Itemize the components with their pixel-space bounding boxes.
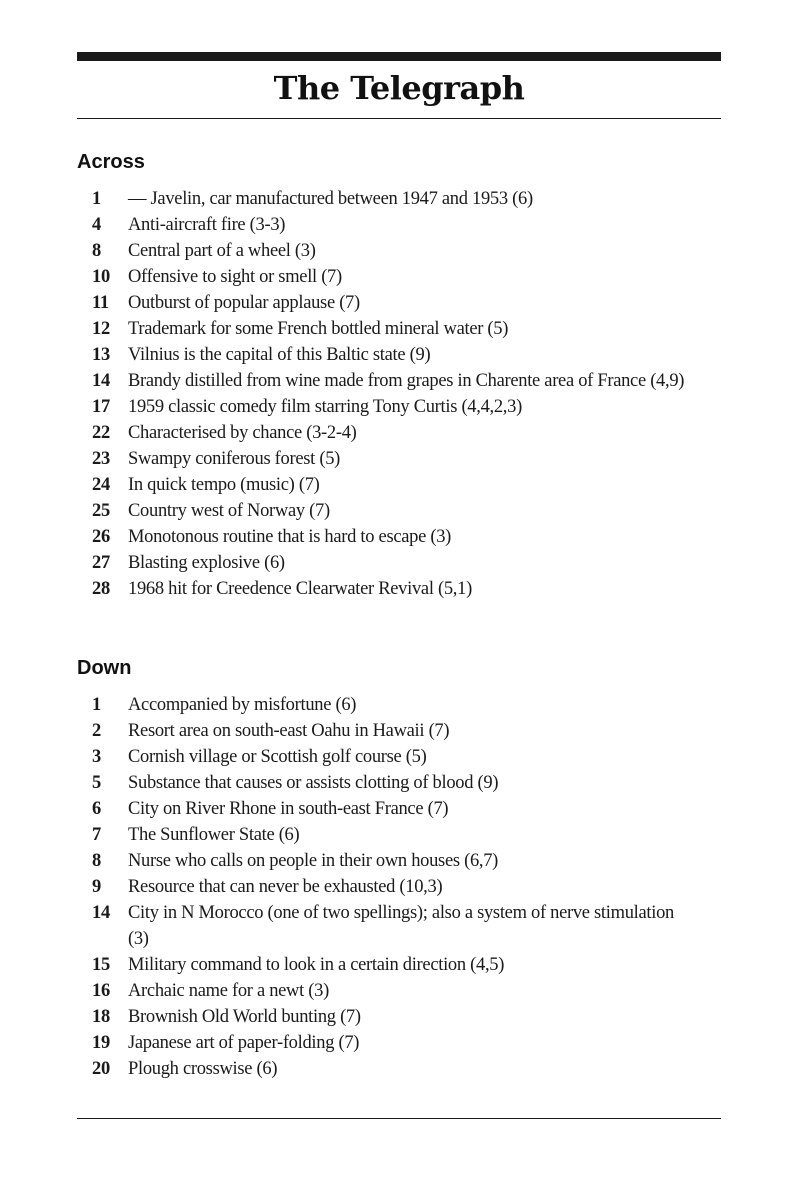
clue-text: Substance that causes or assists clotting of blood (9) xyxy=(128,773,499,793)
clue-item xyxy=(77,498,721,524)
clue-item xyxy=(77,1056,721,1082)
clue-number: 2 xyxy=(92,721,101,741)
clue-item xyxy=(77,446,721,472)
clue-number: 27 xyxy=(92,553,110,573)
clue-number: 24 xyxy=(92,475,110,495)
clue-text: Brownish Old World bunting (7) xyxy=(128,1007,361,1027)
clue-number: 22 xyxy=(92,423,110,443)
clue-text: Resort area on south-east Oahu in Hawaii (7) xyxy=(128,721,450,741)
clue-text: Swampy coniferous forest (5) xyxy=(128,449,341,469)
clue-item xyxy=(77,472,721,498)
clue-item xyxy=(77,822,721,848)
clue-text: 1968 hit for Creedence Clearwater Revival (5,1) xyxy=(128,579,472,599)
clue-item xyxy=(77,316,721,342)
clue-number: 25 xyxy=(92,501,110,521)
clue-item xyxy=(77,796,721,822)
clue-number: 8 xyxy=(92,241,101,261)
clue-text: The Sunflower State (6) xyxy=(128,825,300,845)
clue-number: 18 xyxy=(92,1007,110,1027)
clue-item xyxy=(77,692,721,718)
clue-number: 14 xyxy=(92,903,110,923)
clue-item xyxy=(77,524,721,550)
clue-text: Resource that can never be exhausted (10,3) xyxy=(128,877,443,897)
clue-text: Accompanied by misfortune (6) xyxy=(128,695,357,715)
clue-item xyxy=(77,848,721,874)
clue-item xyxy=(77,900,721,952)
clue-text: Outburst of popular applause (7) xyxy=(128,293,360,313)
down-clue-list xyxy=(77,692,721,1082)
clue-text: Archaic name for a newt (3) xyxy=(128,981,329,1001)
clue-text: Brandy distilled from wine made from grapes in Charente area of France (4,9) xyxy=(128,371,685,391)
clue-number: 12 xyxy=(92,319,110,339)
clue-text: Anti-aircraft fire (3-3) xyxy=(128,215,286,235)
bottom-divider xyxy=(77,1118,721,1119)
across-clue-list xyxy=(77,186,721,602)
masthead-title: The Telegraph xyxy=(273,69,525,107)
clue-number: 10 xyxy=(92,267,110,287)
clue-text: Plough crosswise (6) xyxy=(128,1059,278,1079)
clue-text: In quick tempo (music) (7) xyxy=(128,475,320,495)
clue-item xyxy=(77,1030,721,1056)
clue-number: 4 xyxy=(92,215,101,235)
clue-number: 11 xyxy=(92,293,109,313)
clue-item xyxy=(77,290,721,316)
clue-text: Trademark for some French bottled mineral water (5) xyxy=(128,319,509,339)
clue-item xyxy=(77,952,721,978)
clue-item xyxy=(77,368,721,394)
clue-text: Blasting explosive (6) xyxy=(128,553,285,573)
clue-text: Military command to look in a certain direction (4,5) xyxy=(128,955,505,975)
clue-number: 19 xyxy=(92,1033,110,1053)
clue-item xyxy=(77,770,721,796)
clue-item xyxy=(77,978,721,1004)
clue-item xyxy=(77,394,721,420)
clue-text: — Javelin, car manufactured between 1947 and 1953 (6) xyxy=(128,189,533,209)
clue-item xyxy=(77,718,721,744)
clue-text: City on River Rhone in south-east France (7) xyxy=(128,799,449,819)
clue-text: Vilnius is the capital of this Baltic state (9) xyxy=(128,345,431,365)
clue-item xyxy=(77,744,721,770)
clue-number: 5 xyxy=(92,773,101,793)
clue-number: 13 xyxy=(92,345,110,365)
clue-number: 23 xyxy=(92,449,110,469)
clue-text: Nurse who calls on people in their own houses (6,7) xyxy=(128,851,499,871)
clue-number: 16 xyxy=(92,981,110,1001)
clue-number: 1 xyxy=(92,695,101,715)
clue-item xyxy=(77,1004,721,1030)
clue-text: Offensive to sight or smell (7) xyxy=(128,267,342,287)
clue-number: 15 xyxy=(92,955,110,975)
clue-text: Cornish village or Scottish golf course (5) xyxy=(128,747,427,767)
clue-number: 17 xyxy=(92,397,110,417)
clue-number: 14 xyxy=(92,371,110,391)
clue-text: Monotonous routine that is hard to escape (3) xyxy=(128,527,452,547)
clue-item xyxy=(77,576,721,602)
clue-text: City in N Morocco (one of two spellings); also a system of nerve stimulation (3) xyxy=(128,903,674,949)
clue-item xyxy=(77,264,721,290)
clue-number: 1 xyxy=(92,189,101,209)
clue-text: Japanese art of paper-folding (7) xyxy=(128,1033,360,1053)
clue-item xyxy=(77,186,721,212)
clue-number: 7 xyxy=(92,825,101,845)
top-heavy-rule xyxy=(77,52,721,61)
clue-number: 20 xyxy=(92,1059,110,1079)
clue-text: Central part of a wheel (3) xyxy=(128,241,316,261)
down-heading: Down xyxy=(77,657,132,679)
clue-text: Characterised by chance (3-2-4) xyxy=(128,423,357,443)
clue-number: 6 xyxy=(92,799,101,819)
across-heading: Across xyxy=(77,151,145,173)
clue-text: Country west of Norway (7) xyxy=(128,501,330,521)
clue-item xyxy=(77,874,721,900)
clue-item xyxy=(77,342,721,368)
clue-item xyxy=(77,420,721,446)
clue-text: 1959 classic comedy film starring Tony Curtis (4,4,2,3) xyxy=(128,397,522,417)
clue-number: 26 xyxy=(92,527,110,547)
clue-item xyxy=(77,238,721,264)
clue-item xyxy=(77,212,721,238)
clue-number: 9 xyxy=(92,877,101,897)
clue-number: 8 xyxy=(92,851,101,871)
masthead-divider xyxy=(77,118,721,119)
clue-number: 28 xyxy=(92,579,110,599)
clue-number: 3 xyxy=(92,747,101,767)
clue-item xyxy=(77,550,721,576)
